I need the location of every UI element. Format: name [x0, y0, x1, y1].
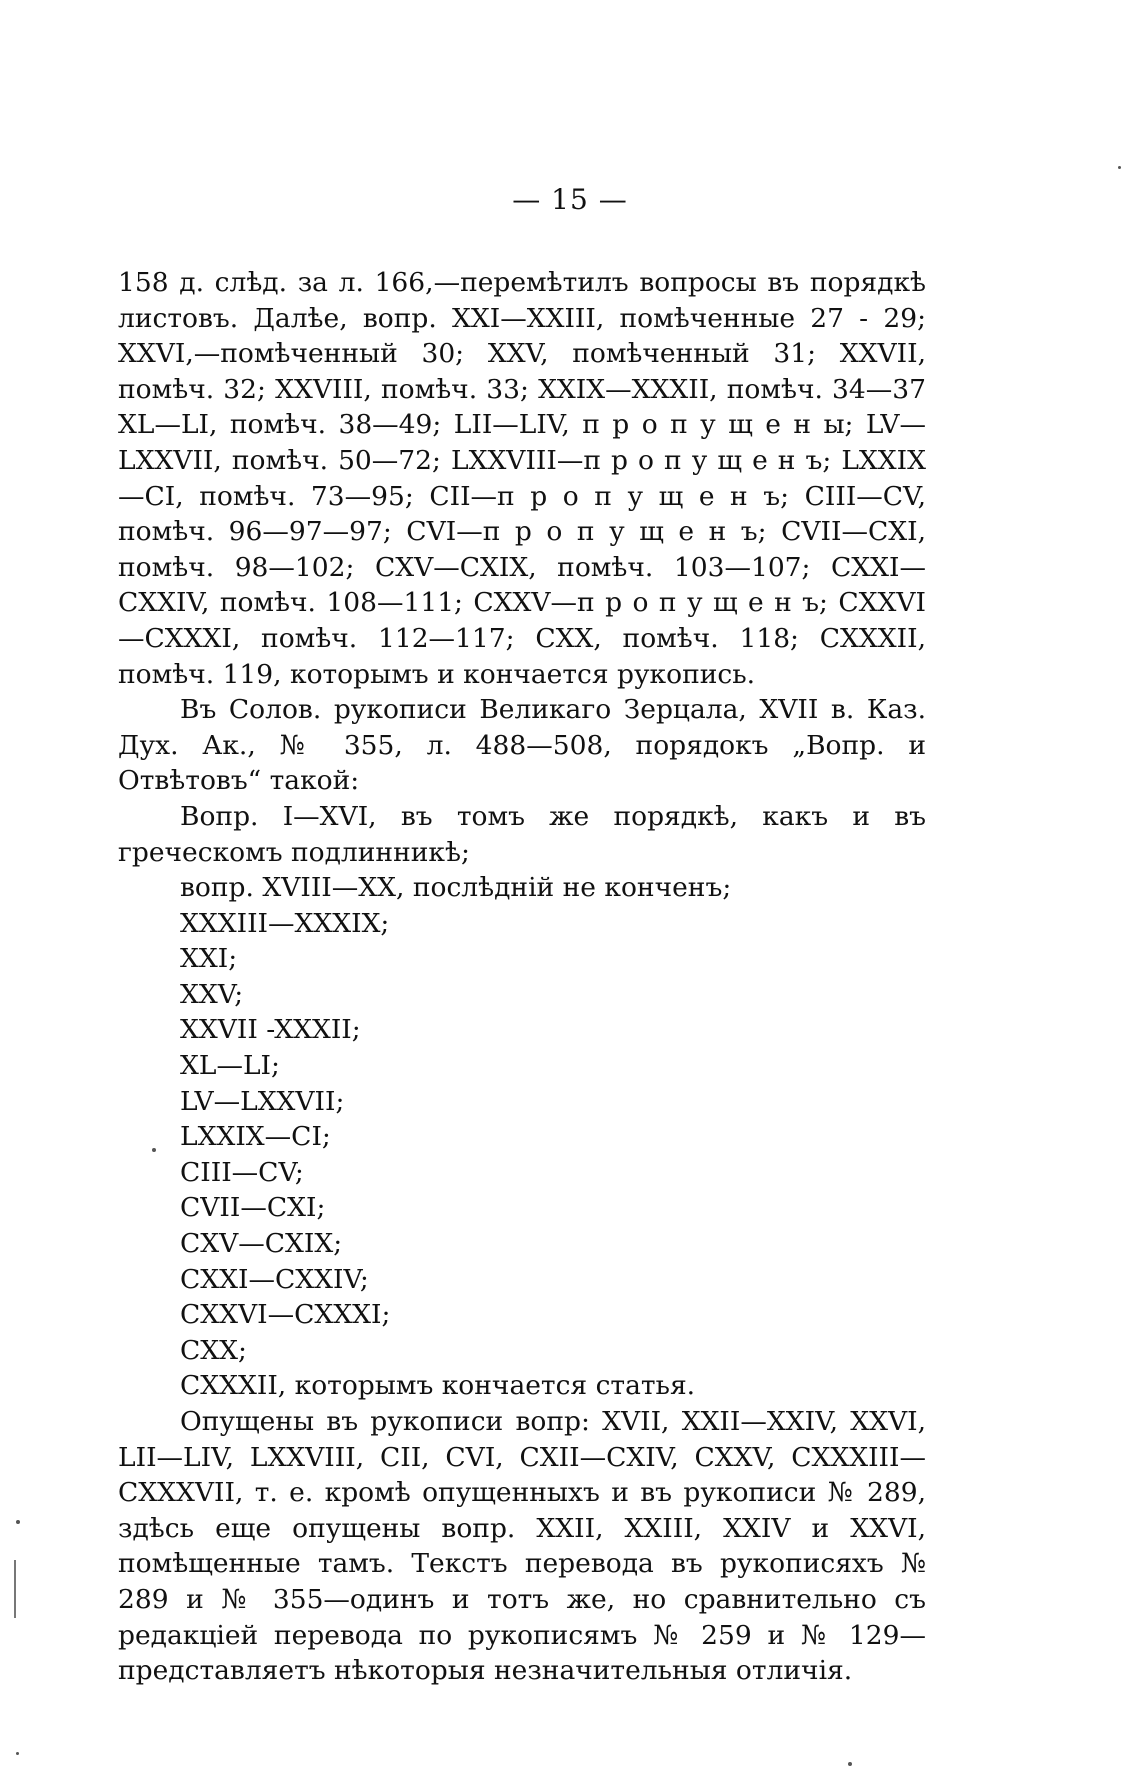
list-item: CXX; [180, 1334, 247, 1366]
list-item: CXXXII, которымъ кончается статья. [180, 1370, 696, 1402]
list-item: XL—LI; [180, 1050, 280, 1082]
paragraph-2: Въ Солов. рукописи Великаго Зерцала, XVII в. Каз. Дух. Ак., № 355, л. 488—508, порядокъ „Вопр. и Отвѣтовъ“ такой: [118, 694, 926, 797]
list-item: LXXIX—CI; [180, 1121, 331, 1153]
list-item: CXXVI—CXXXI; [180, 1299, 391, 1331]
page-number: — 15 — [512, 183, 628, 216]
list-item: XXXIII—XXXIX; [180, 907, 390, 939]
body-text [118, 265, 926, 1689]
list-item: XXV; [180, 978, 244, 1010]
scan-speck [152, 1148, 156, 1152]
scan-speck [16, 1752, 19, 1755]
scan-speck [1118, 166, 1121, 169]
list-item: CXXI—CXXIV; [180, 1263, 369, 1295]
list-item: вопр. XVIII—XX, послѣдній не конченъ; [180, 872, 732, 904]
list-item: LV—LXXVII; [180, 1085, 345, 1117]
list-item: XXVII -XXXII; [180, 1014, 361, 1046]
scan-edge-line [14, 1560, 16, 1618]
question-order-list [118, 870, 926, 1404]
paragraph-4: Опущены въ рукописи вопр: XVII, XXII—XXIV, XXVI, LII—LIV, LXXVIII, CII, CVI, CXII—CXIV, CXXV, CXXXIII—CXXXVII, т. е. кромѣ опущенныхъ и въ рукописи № 289, здѣсь еще опущены вопр. XXII, XXIII, XXIV и XXVI, помѣщенные тамъ. Текстъ перевода въ рукописяхъ № 289 и № 355—одинъ и тотъ же, но сравнительно съ редакціей перевода по рукописямъ № 259 и № 129—представляетъ нѣкоторыя незначительныя отличія. [118, 1406, 926, 1687]
list-item: XXI; [180, 943, 238, 975]
scan-speck [848, 1762, 852, 1766]
scan-speck [16, 1520, 20, 1524]
list-item: CVII—CXI; [180, 1192, 326, 1224]
paragraph-1: 158 д. слѣд. за л. 166,—перемѣтилъ вопросы въ порядкѣ листовъ. Далѣе, вопр. XXI—XXIII, помѣченные 27 - 29; XXVI,—помѣченный 30; XXV, помѣченный 31; XXVII, помѣч. 32; XXVIII, помѣч. 33; XXIX—XXXII, помѣч. 34—37 XL—LI, помѣч. 38—49; LII—LIV, п р о п у щ е н ы; LV—LXXVII, помѣч. 50—72; LXXVIII—п р о п у щ е н ъ; LXXIX—CI, помѣч. 73—95; CII—п р о п у щ е н ъ; CIII—CV, помѣч. 96—97—97; CVI—п р о п у щ е н ъ; CVII—CXI, помѣч. 98—102; CXV—CXIX, помѣч. 103—107; CXXI—CXXIV, помѣч. 108—111; CXXV—п р о п у щ е н ъ; CXXVI—CXXXI, помѣч. 112—117; CXX, помѣч. 118; CXXXII, помѣч. 119, которымъ и кончается рукопись. [118, 267, 926, 690]
list-item: CIII—CV; [180, 1156, 304, 1188]
list-item: CXV—CXIX; [180, 1228, 343, 1260]
paragraph-3: Вопр. I—XVI, въ томъ же порядкѣ, какъ и въ греческомъ подлинникѣ; [118, 800, 926, 868]
